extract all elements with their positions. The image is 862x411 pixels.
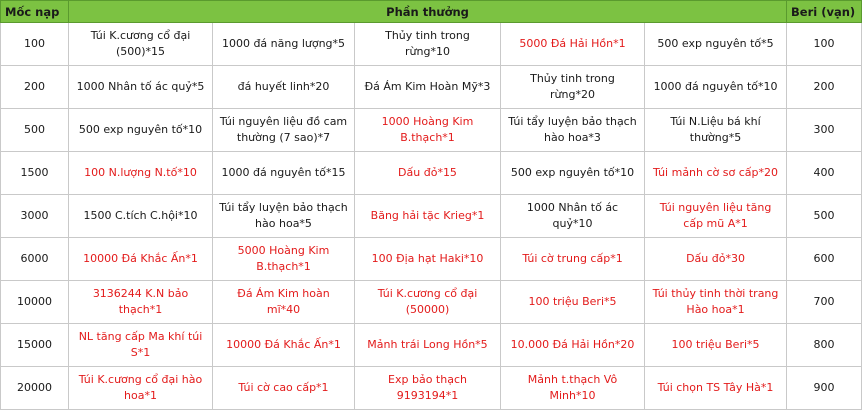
reward-cell: 1500 C.tích C.hội*10 <box>69 195 213 238</box>
table-row <box>1 367 862 410</box>
table-row <box>1 23 862 66</box>
moc-nap-cell: 1500 <box>1 152 69 195</box>
moc-nap-cell: 100 <box>1 23 69 66</box>
reward-cell: Túi K.cương cổ đại (500)*15 <box>69 23 213 66</box>
table-row <box>1 152 862 195</box>
beri-cell: 800 <box>787 324 862 367</box>
reward-cell: 100 triệu Beri*5 <box>645 324 787 367</box>
reward-cell: 10.000 Đá Hải Hồn*20 <box>501 324 645 367</box>
reward-cell: Túi thủy tinh thời trang Hào hoa*1 <box>645 281 787 324</box>
reward-cell: Thủy tinh trong rừng*20 <box>501 66 645 109</box>
reward-cell: Túi tẩy luyện bảo thạch hào hoa*5 <box>213 195 355 238</box>
table-row <box>1 238 862 281</box>
reward-cell: Túi K.cương cổ đại (50000) <box>355 281 501 324</box>
reward-cell: 5000 Đá Hải Hồn*1 <box>501 23 645 66</box>
table-row <box>1 66 862 109</box>
reward-cell: Túi cờ cao cấp*1 <box>213 367 355 410</box>
header-row <box>1 1 862 23</box>
reward-cell: 1000 Nhân tố ác quỷ*10 <box>501 195 645 238</box>
reward-cell: Túi mảnh cờ sơ cấp*20 <box>645 152 787 195</box>
reward-cell: Dấu đỏ*15 <box>355 152 501 195</box>
reward-cell: 1000 Hoàng Kim B.thạch*1 <box>355 109 501 152</box>
table-row <box>1 195 862 238</box>
moc-nap-cell: 10000 <box>1 281 69 324</box>
reward-cell: 10000 Đá Khắc Ấn*1 <box>69 238 213 281</box>
table-row <box>1 109 862 152</box>
reward-cell: 1000 đá nguyên tố*15 <box>213 152 355 195</box>
beri-cell: 600 <box>787 238 862 281</box>
reward-cell: 1000 đá nguyên tố*10 <box>645 66 787 109</box>
reward-cell: Đá Ám Kim Hoàn Mỹ*3 <box>355 66 501 109</box>
reward-cell: Túi K.cương cổ đại hào hoa*1 <box>69 367 213 410</box>
beri-cell: 100 <box>787 23 862 66</box>
reward-cell: Túi nguyên liệu đồ cam thường (7 sao)*7 <box>213 109 355 152</box>
reward-cell: Túi cờ trung cấp*1 <box>501 238 645 281</box>
reward-cell: 1000 Nhân tố ác quỷ*5 <box>69 66 213 109</box>
reward-cell: Thủy tinh trong rừng*10 <box>355 23 501 66</box>
table-row <box>1 281 862 324</box>
moc-nap-cell: 6000 <box>1 238 69 281</box>
reward-cell: Mảnh trái Long Hồn*5 <box>355 324 501 367</box>
moc-nap-cell: 3000 <box>1 195 69 238</box>
reward-cell: 10000 Đá Khắc Ấn*1 <box>213 324 355 367</box>
reward-cell: Túi chọn TS Tây Hà*1 <box>645 367 787 410</box>
beri-cell: 700 <box>787 281 862 324</box>
reward-cell: 100 N.lượng N.tố*10 <box>69 152 213 195</box>
reward-cell: Túi tẩy luyện bảo thạch hào hoa*3 <box>501 109 645 152</box>
reward-cell: Exp bảo thạch 9193194*1 <box>355 367 501 410</box>
reward-cell: 5000 Hoàng Kim B.thạch*1 <box>213 238 355 281</box>
moc-nap-cell: 500 <box>1 109 69 152</box>
reward-cell: Băng hải tặc Krieg*1 <box>355 195 501 238</box>
reward-cell: đá huyết linh*20 <box>213 66 355 109</box>
header-moc-nap: Mốc nạp <box>1 1 69 23</box>
header-beri: Beri (vạn) <box>787 1 862 23</box>
reward-cell: Túi nguyên liệu tăng cấp mũ A*1 <box>645 195 787 238</box>
reward-cell: Dấu đỏ*30 <box>645 238 787 281</box>
beri-cell: 200 <box>787 66 862 109</box>
reward-cell: Đá Ám Kim hoàn mĩ*40 <box>213 281 355 324</box>
reward-cell: 100 Địa hạt Haki*10 <box>355 238 501 281</box>
beri-cell: 500 <box>787 195 862 238</box>
reward-cell: 3136244 K.N bảo thạch*1 <box>69 281 213 324</box>
reward-table-body <box>1 23 862 410</box>
table-row <box>1 324 862 367</box>
reward-cell: 500 exp nguyên tố*10 <box>501 152 645 195</box>
moc-nap-cell: 200 <box>1 66 69 109</box>
reward-cell: 1000 đá năng lượng*5 <box>213 23 355 66</box>
reward-cell: 500 exp nguyên tố*5 <box>645 23 787 66</box>
moc-nap-cell: 15000 <box>1 324 69 367</box>
beri-cell: 400 <box>787 152 862 195</box>
reward-cell: Túi N.Liệu bá khí thường*5 <box>645 109 787 152</box>
reward-cell: Mảnh t.thạch Vô Minh*10 <box>501 367 645 410</box>
reward-cell: 100 triệu Beri*5 <box>501 281 645 324</box>
header-phan-thuong: Phần thưởng <box>69 1 787 23</box>
beri-cell: 300 <box>787 109 862 152</box>
reward-cell: NL tăng cấp Ma khí túi S*1 <box>69 324 213 367</box>
reward-cell: 500 exp nguyên tố*10 <box>69 109 213 152</box>
beri-cell: 900 <box>787 367 862 410</box>
moc-nap-cell: 20000 <box>1 367 69 410</box>
